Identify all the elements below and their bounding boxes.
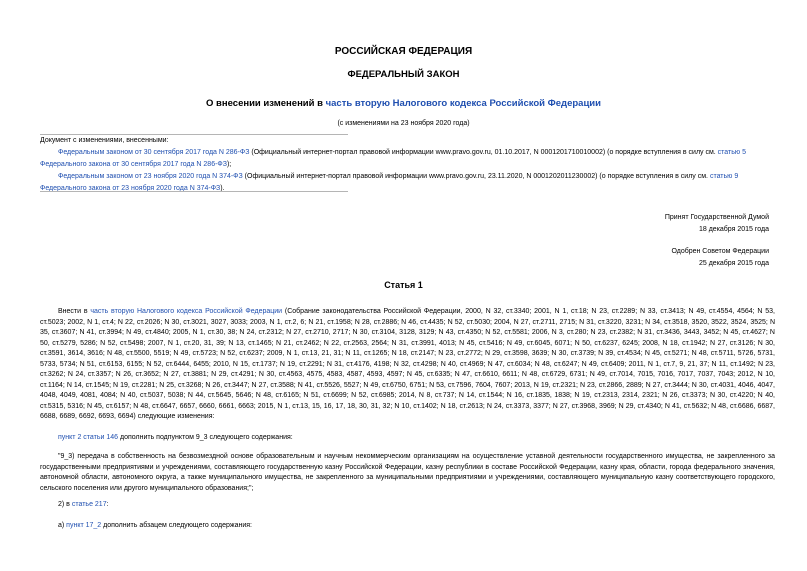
- law-title: [0, 98, 807, 109]
- item-2a-text: дополнить абзацем следующего содержания:: [101, 522, 252, 529]
- country-heading: РОССИЙСКАЯ ФЕДЕРАЦИЯ: [334, 46, 473, 57]
- divider-bottom: [40, 191, 348, 192]
- law-286-fz-link[interactable]: Федеральным законом от 30 сентября 2017 года N 286-ФЗ: [58, 149, 250, 156]
- duma-line-2: 18 декабря 2015 года: [698, 225, 769, 233]
- article-intro-text: (Собрание законодательства Российской Федерации, 2000, N 32, ст.3340; 2001, N 1, ст.18; N 23, ст.2289; N 33, ст.3413; N 49, ст.4554, 4564; N 53, ст.5023; 2002, N 1, ст.4; N 22, ст.2026; N 30, ст.3021, 3027, 3033; 2003, N 1, ст.2, 6; N 21, ст.1958; N 28, ст.2886; N 46, ст.4435; N 52, ст.5030; 2004, N 27, ст.2711, 2715; N 31, ст.3220, 3231; N 34, ст.3518, 3520, 3522, 3524, 3525; N 35, ст.3607; N 41, ст.3994; N 49, ст.4840; 2005, N 1, ст.30, 38; N 24, ст.2312; N 27, ст.2710, 2717; N 30, ст.3104, 3128, 3129; N 43, ст.4350; N 52, ст.5581; 2006, N 3, ст.280; N 23, ст.2382; N 31, ст.3436, 3443, 3452; N 45, ст.4627; N 50, ст.5279, 5286; N 52, ст.5498; 2007, N 1, ст.20, 31, 39; N 13, ст.1465; N 21, ст.2462; N 22, ст.2563, 2564; N 31, ст.3991, 4013; N 45, ст.5416; N 49, ст.6045, 6071; N 50, ст.6237, 6245; 2008, N 18, ст.1942; N 27, ст.3126; N 30, ст.3591, 3614, 3616; N 48, ст.5500, 5519; N 49, ст.5723; N 52, ст.6237; 2009, N 1, ст.13, 21, 31; N 11, ст.1265; N 18, ст.2147; N 23, ст.2772; N 29, ст.3598, 3639; N 30, ст.3739; N 39, ст.4534; N 45, ст.5271; N 48, ст.5711, 5726, 5731, 5733, 5734; N 51, ст.6153, 6155; N 52, ст.6444, 6455; 2010, N 15, ст.1737; N 19, ст.2291; N 31, ст.4176, 4198; N 32, ст.4298; N 40, ст.4969; N 47, ст.6034; N 48, ст.6247; N 49, ст.6409; 2011, N 1, ст.7, 9, 21, 37; N 11, ст.1492; N 23, ст.3262; N 24, ст.3357; N 26, ст.3652; N 27, ст.3881; N 29, ст.4291; N 30, ст.4563, 4575, 4583, 4587, 4593, 4597; N 45, ст.6335; N 47, ст.6610, 6611; N 48, ст.6729, 6731; N 49, ст.7014, 7015, 7016, 7017, 7037, 7043; 2012, N 10, ст.1164; N 14, ст.1545; N 19, ст.2281; N 25, ст.3268; N 26, ст.3447; N 27, ст.3588; N 41, ст.5526, 5527; N 49, ст.6750, 6751; N 53, ст.7596, 7604, 7607; 2013, N 19, ст.2321; N 23, ст.2866, 2889; N 27, ст.3444; N 30, ст.4031, 4046, 4047, 4048, 4049, 4081, 4084; N 40, ст.5037, 5038; N 44, ст.5645, 5646; N 48, ст.6165; N 51, ст.6699; N 52, ст.6985; 2014, N 8, ст.737; N 14, ст.1544; N 16, ст.1835, 1838; N 19, ст.2313, 2314, 2321; N 26, ст.3373; N 30, ст.4220; N 40, ст.5315, 5316; N 45, ст.6157; N 48, ст.6647, 6657, 6660, 6661, 6663; 2015, N 1, ст.13, 15, 16, 17, 18, 30, 31, 32; N 10, ст.1402; N 18, ст.2613; N 24, ст.3373, 3377; N 27, ст.3968, 3969; N 29, ст.4340; N 41, ст.5632; N 48, ст.6686, 6687, 6688, 6689, 6692, 6693, 6694) следующие изменения:: [40, 308, 775, 420]
- item-1: [40, 433, 775, 444]
- edition-note: (с изменениями на 23 ноября 2020 года): [337, 120, 470, 127]
- change-item-1-text: (Официальный интернет-портал правовой информации www.pravo.gov.ru, 01.10.2017, N 0001201710010002) (о порядке вступления в силу см.: [249, 149, 718, 156]
- council-line-1: Одобрен Советом Федерации: [671, 248, 769, 255]
- item-9-3-quote: "9_3) передача в собственность на безвозмездной основе образовательным и научным некоммерческим организациям на осуществление уставной деятельности государственного имущества, не закрепленного за государственными предприятиями и учреждениями, составляющего государственную казну Российской Федерации, казну республики в составе Российской Федерации, казну края, области, города федерального значения, автономной области, автономного округа, а также муниципального имущества, не закрепленного за муниципальными предприятиями и учреждениями, составляющего муниципальную казну соответствующего городского, сельского поселения или другого муниципального образования;";: [40, 453, 775, 492]
- article-5-link[interactable]: статью 5 Федерального закона от 30 сентября 2017 года N 286-ФЗ: [40, 149, 746, 168]
- article-intro-prefix: Внести в: [58, 308, 91, 315]
- item-1-text: дополнить подпунктом 9_3 следующего содержания:: [118, 434, 293, 441]
- article-intro: [40, 307, 775, 423]
- changes-intro: Документ с изменениями, внесенными:: [40, 137, 169, 144]
- change-item-1-end: );: [226, 161, 232, 168]
- article-217-link[interactable]: статье 217: [71, 501, 107, 508]
- item-2: [40, 500, 775, 511]
- item-2-end: :: [106, 501, 109, 508]
- article-heading: Статья 1: [384, 280, 423, 290]
- change-item-2-end: ).: [220, 185, 225, 192]
- tax-code-link[interactable]: часть вторую Налогового кодекса Российской Федерации: [325, 98, 601, 109]
- law-type-heading: ФЕДЕРАЛЬНЫЙ ЗАКОН: [347, 69, 460, 80]
- law-title-prefix: О внесении изменений в: [206, 98, 326, 109]
- council-line-2: 25 декабря 2015 года: [698, 259, 769, 267]
- item-2a: [40, 521, 775, 532]
- part-two-tax-code-link[interactable]: часть вторую Налогового кодекса Российской Федерации: [90, 308, 283, 315]
- duma-adoption: [665, 212, 769, 235]
- change-item-2-text: (Официальный интернет-портал правовой информации www.pravo.gov.ru, 23.11.2020, N 0001202011230002) (о порядке вступления в силу см.: [242, 173, 710, 180]
- point-17-2-link[interactable]: пункт 17_2: [66, 522, 102, 529]
- duma-line-1: Принят Государственной Думой: [664, 214, 769, 221]
- article-9-link[interactable]: статью 9 Федерального закона от 23 ноября 2020 года N 374-ФЗ: [40, 173, 739, 192]
- council-approval: [671, 246, 769, 269]
- item-1-link[interactable]: пункт 2 статьи 146: [58, 434, 119, 441]
- law-374-fz-link[interactable]: Федеральным законом от 23 ноября 2020 года N 374-ФЗ: [58, 173, 243, 180]
- item-2a-prefix: а): [58, 522, 67, 529]
- changes-block: [40, 135, 775, 195]
- item-2-prefix: 2) в: [58, 501, 72, 508]
- change-item-1: [22, 147, 775, 171]
